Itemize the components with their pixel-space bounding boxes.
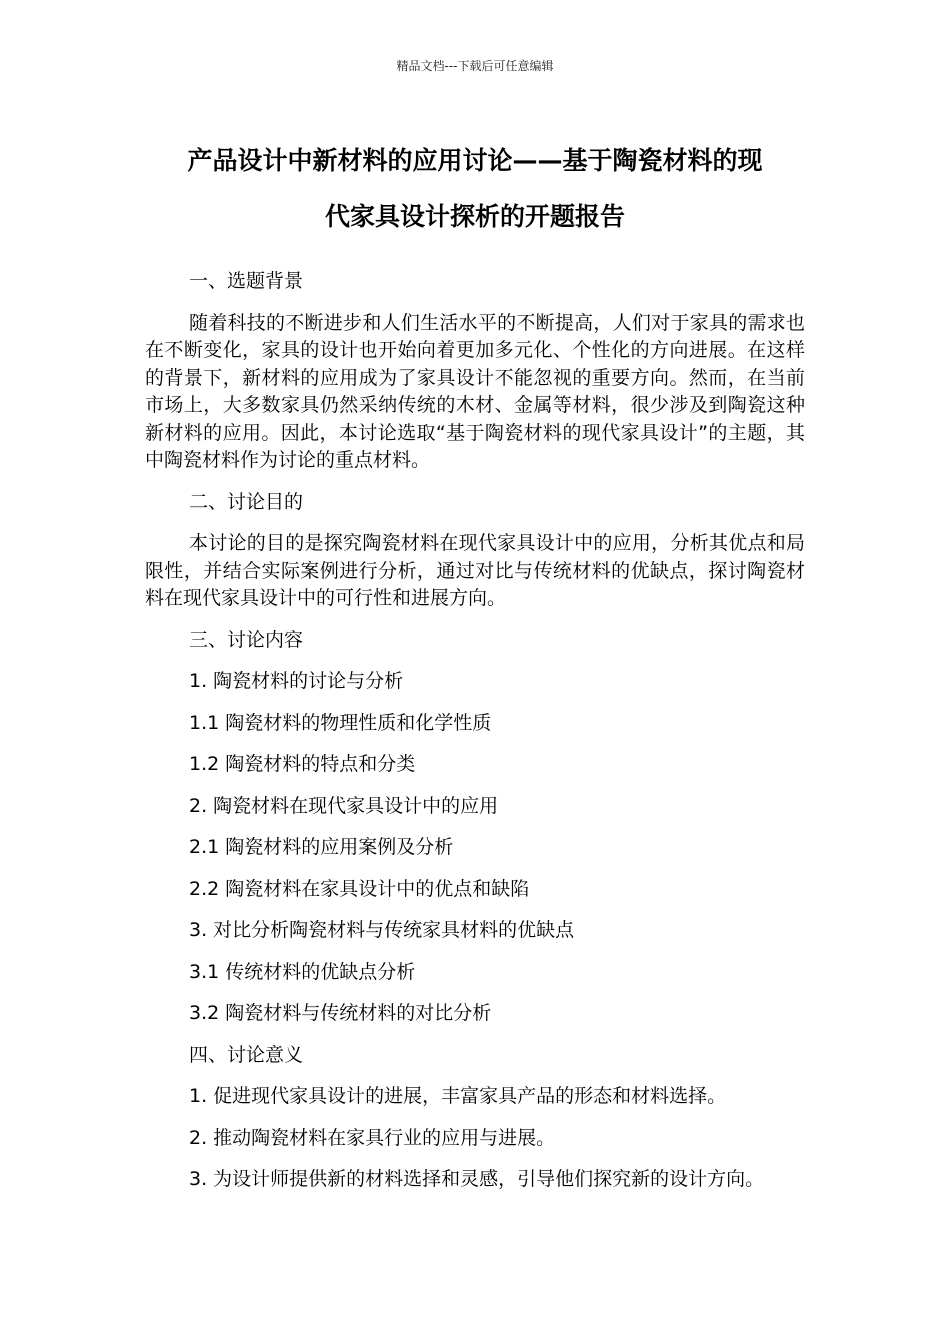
content-list-item: 1. 陶瓷材料的讨论与分析 [189, 670, 404, 692]
content-list-item: 1.1 陶瓷材料的物理性质和化学性质 [189, 711, 492, 734]
title-line-1: 产品设计中新材料的应用讨论——基于陶瓷材料的现 [187, 146, 763, 175]
content-list-item: 3.1 传统材料的优缺点分析 [189, 960, 416, 983]
content-list-item: 3.2 陶瓷材料与传统材料的对比分析 [189, 1002, 492, 1024]
section-paragraph-purpose: 本讨论的目的是探究陶瓷材料在现代家具设计中的应用，分析其优点和局限性，并结合实际案例进行分析，通过对比与传统材料的优缺点，探讨陶瓷材料在现代家具设计中的可行性和进展方向。 [145, 532, 805, 609]
significance-list-item: 2. 推动陶瓷材料在家具行业的应用与进展。 [189, 1126, 556, 1149]
document-title [130, 133, 820, 245]
section-heading-significance: 四、讨论意义 [189, 1043, 304, 1066]
content-list-item: 2.1 陶瓷材料的应用案例及分析 [189, 836, 454, 858]
page-header-note: 精品文档---下载后可任意编辑 [396, 59, 554, 73]
document-body [145, 268, 805, 1208]
content-list-item: 3. 对比分析陶瓷材料与传统家具材料的优缺点 [189, 919, 575, 941]
section-heading-background: 一、选题背景 [189, 270, 304, 292]
title-line-2: 代家具设计探析的开题报告 [324, 202, 625, 231]
section-paragraph-background: 随着科技的不断进步和人们生活水平的不断提高，人们对于家具的需求也在不断变化，家具的设计也开始向着更加多元化、个性化的方向进展。在这样的背景下，新材料的应用成为了家具设计不能忽视的重要方向。然而，在当前市场上，大多数家具仍然采纳传统的木材、金属等材料，很少涉及到陶瓷这种新材料的应用。因此，本讨论选取“基于陶瓷材料的现代家具设计”的主题，其中陶瓷材料作为讨论的重点材料。 [145, 311, 805, 471]
content-list-item: 2.2 陶瓷材料在家具设计中的优点和缺陷 [189, 877, 530, 900]
significance-list-item: 1. 促进现代家具设计的进展，丰富家具产品的形态和材料选择。 [189, 1085, 727, 1107]
significance-list-item: 3. 为设计师提供新的材料选择和灵感，引导他们探究新的设计方向。 [189, 1168, 765, 1190]
section-heading-content: 三、讨论内容 [189, 628, 304, 651]
section-heading-purpose: 二、讨论目的 [189, 490, 304, 513]
content-list-item: 1.2 陶瓷材料的特点和分类 [189, 753, 416, 775]
content-list-item: 2. 陶瓷材料在现代家具设计中的应用 [189, 794, 499, 817]
